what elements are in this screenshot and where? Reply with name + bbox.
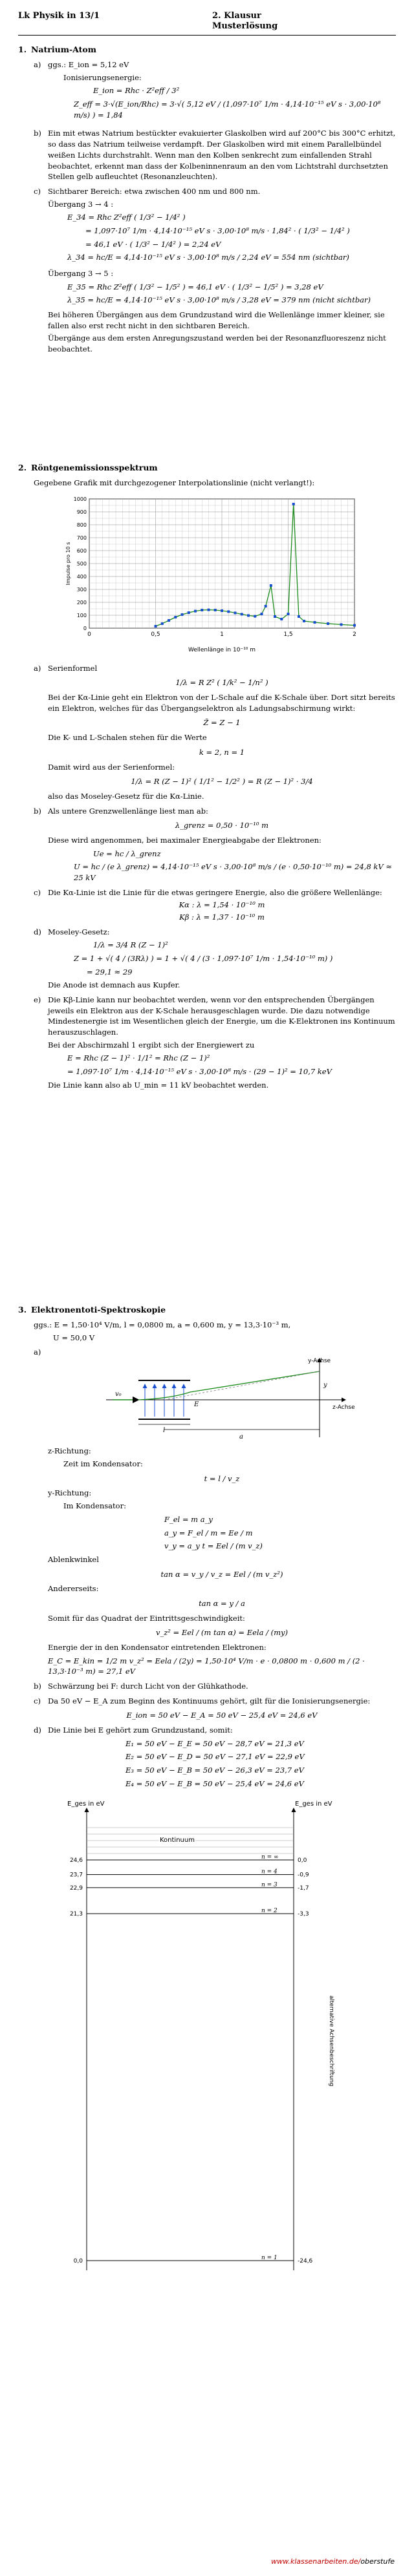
y-tick-label: 400 xyxy=(76,573,87,580)
y-tick-label: 0 xyxy=(83,625,87,631)
task-3c-eq: E_ion = 50 eV − E_A = 50 eV − 25,4 eV = 24,6 eV xyxy=(126,1711,318,1720)
task-1c-eq2: = 1,097·10⁷ 1/m · 4,14·10⁻¹⁵ eV s · 3,00·10⁸ m/s · 1,84² · ( 1/3² − 1/4² ) xyxy=(85,226,350,235)
data-point xyxy=(270,584,272,587)
task-2a xyxy=(34,663,396,802)
other-eq: tan α = y / a xyxy=(199,1598,245,1608)
other-title: Andererseits: xyxy=(48,1584,99,1594)
task-2d xyxy=(34,927,396,991)
task-2d-para1: Die Anode ist demnach aus Kupfer. xyxy=(48,980,180,990)
task-2b-eq3: U = hc / (e λ_grenz) = 4,14·10⁻¹⁵ eV s · 3,00·10⁸ m/s / (e · 0,50·10⁻¹⁰ m) = 24,8 kV ≈ 25 kV xyxy=(74,862,392,882)
task-3d-label: d) xyxy=(34,1725,41,1735)
data-point xyxy=(234,611,237,614)
data-point xyxy=(314,621,316,624)
label-a: a xyxy=(239,1433,243,1441)
data-point xyxy=(241,613,243,615)
y-tick-label: 300 xyxy=(76,586,87,593)
y-dir-eq3: v_y = a_y t = Eel / (m v_z) xyxy=(164,1541,263,1551)
task-2e xyxy=(34,995,396,1090)
level-quantum-number: n = 1 xyxy=(261,2255,278,2262)
energy-eq: E_C = E_kin = 1/2 m v_z² = Eela / (2y) = 1,50·10⁴ V/m · e · 0,0800 m · 0,600 m / (2 · 13,3·10⁻³ m) = 27,1 eV xyxy=(48,1656,365,1676)
z-dir-text: Zeit im Kondensator: xyxy=(63,1459,143,1469)
task-1a-eq1: E_ion = Rhc · Z²eff / 3² xyxy=(93,86,180,96)
y-dir-eq2: a_y = F_el / m = Ee / m xyxy=(164,1528,253,1537)
level-left-value: 0,0 xyxy=(73,2258,83,2265)
label-l: l xyxy=(163,1427,166,1435)
task-1c-transition-35: Übergang 3 → 5 : xyxy=(48,268,114,278)
section-1-title: Natrium-Atom xyxy=(31,45,96,54)
chart-x-label: Wellenlänge in 10⁻¹⁰ m xyxy=(188,646,256,653)
x-tick-label: 0 xyxy=(87,631,91,638)
section-3-heading xyxy=(18,1304,396,1316)
y-dir-title: y-Richtung: xyxy=(48,1488,92,1498)
square-title: Somit für das Quadrat der Eintrittsgeschwindigkeit: xyxy=(48,1613,245,1623)
x-tick-label: 0,5 xyxy=(151,631,160,638)
label-y: y xyxy=(323,1382,327,1389)
data-point xyxy=(227,610,230,613)
section-natrium xyxy=(18,44,396,357)
footer-domain[interactable]: www.klassenarbeiten.de/ xyxy=(271,2557,361,2566)
data-point xyxy=(340,623,343,626)
section-2-title: Röntgenemissionsspektrum xyxy=(31,463,158,472)
section-2-intro: Gegebene Grafik mit durchgezogener Interpolationslinie (nicht verlangt!): xyxy=(34,478,315,488)
deflection-diagram xyxy=(48,1347,396,1444)
task-2e-label: e) xyxy=(34,995,41,1004)
level-left-value: 23,7 xyxy=(69,1872,83,1879)
chart-grid xyxy=(89,499,354,628)
course-title: Lk Physik in 13/1 xyxy=(18,11,100,21)
section-1-number: 1. xyxy=(18,45,27,54)
task-2a-title: Serienformel xyxy=(48,663,98,673)
task-2d-label: d) xyxy=(34,927,41,936)
data-point xyxy=(161,622,164,625)
task-2e-para1: Bei der Abschirmzahl 1 ergibt sich der Energiewert zu xyxy=(48,1040,255,1050)
footer-url[interactable] xyxy=(271,2557,395,2567)
y-tick-label: 100 xyxy=(76,612,87,618)
task-2d-title: Moseley-Gesetz: xyxy=(48,927,110,936)
data-point xyxy=(201,609,203,611)
section-2-heading xyxy=(18,462,396,474)
task-2b-para1: Diese wird angenommen, bei maximaler Energieabgabe der Elektronen: xyxy=(48,835,321,845)
y-tick-label: 600 xyxy=(76,547,87,554)
level-right-value: -0,9 xyxy=(298,1872,309,1879)
task-1c-eq4: λ_34 = hc/E = 4,14·10⁻¹⁵ eV s · 3,00·10⁸ m/s / 2,24 eV = 554 nm (sichtbar) xyxy=(67,253,349,262)
label-v0: v₀ xyxy=(115,1391,122,1399)
task-3d-eq3: E₃ = 50 eV − E_B = 50 eV − 26,3 eV = 23,7 eV xyxy=(125,1765,304,1775)
section-roentgen xyxy=(18,462,396,1092)
task-1a xyxy=(34,59,396,120)
data-point xyxy=(287,613,290,615)
section-3-number: 3. xyxy=(18,1305,27,1314)
data-point xyxy=(214,609,217,611)
data-point xyxy=(174,616,177,618)
task-1b xyxy=(34,128,396,182)
task-2d-eq1: 1/λ = 3/4 R (Z − 1)² xyxy=(93,940,168,950)
task-2a-eq3: k = 2, n = 1 xyxy=(199,747,245,757)
task-2c xyxy=(34,887,396,923)
data-point xyxy=(261,613,263,615)
task-2b xyxy=(34,806,396,883)
section-3-given: ggs.: E = 1,50·10⁴ V/m, l = 0,0800 m, a = 0,600 m, y = 13,3·10⁻³ m, xyxy=(34,1320,291,1330)
task-2a-para4: also das Moseley-Gesetz für die Kα-Linie. xyxy=(48,791,204,801)
task-2c-title: Die Kα-Linie ist die Linie für die etwas geringere Energie, also die größere Wellenlänge: xyxy=(48,887,382,897)
electron-trajectory xyxy=(138,1371,320,1400)
data-point xyxy=(247,614,250,617)
y-tick-label: 800 xyxy=(76,522,87,528)
label-y-axis: y-Achse xyxy=(308,1358,331,1365)
task-2b-eq1: λ_grenz = 0,50 · 10⁻¹⁰ m xyxy=(175,821,269,830)
task-3c-label: c) xyxy=(34,1696,41,1705)
right-axis-label: E_ges in eV xyxy=(295,1800,332,1808)
energy-title: Energie der in den Kondensator eintretenden Elektronen: xyxy=(48,1642,267,1652)
label-E: E xyxy=(194,1401,199,1409)
task-2d-eq3: = 29,1 ≈ 29 xyxy=(87,967,133,977)
deflection-svg xyxy=(48,1347,410,1444)
data-point xyxy=(208,608,210,611)
task-3d-eq4: E₄ = 50 eV − E_B = 50 eV − 25,4 eV = 24,6 eV xyxy=(125,1779,304,1788)
y-tick-label: 500 xyxy=(76,560,87,567)
task-2e-eq1: E = Rhc (Z − 1)² · 1/1² = Rhc (Z − 1)² xyxy=(67,1053,210,1063)
label-z-axis: z-Achse xyxy=(332,1404,355,1411)
exam-title: 2. Klausur xyxy=(212,11,261,21)
task-1c-eq6: λ_35 = hc/E = 4,14·10⁻¹⁵ eV s · 3,00·10⁸ m/s / 3,28 eV = 379 nm (nicht sichtbar) xyxy=(67,295,371,305)
task-2b-title: Als untere Grenzwellenlänge liest man ab: xyxy=(48,806,208,816)
task-2a-label: a) xyxy=(34,663,41,673)
chart-area xyxy=(18,492,396,659)
task-3a xyxy=(34,1347,396,1676)
data-point xyxy=(274,615,276,618)
chart-y-label: Impulse pro 10 s xyxy=(65,542,71,586)
section-3-title: Elektronentoti-Spektroskopie xyxy=(31,1305,166,1314)
task-2c-label: c) xyxy=(34,887,41,897)
x-tick-label: 1,5 xyxy=(283,631,293,638)
x-tick-label: 1 xyxy=(220,631,224,638)
task-3c xyxy=(34,1696,396,1721)
y-tick-label: 1000 xyxy=(73,496,87,502)
tangent-line xyxy=(164,1371,320,1400)
data-point xyxy=(168,619,170,622)
square-eq: v_z² = Eel / (m tan α) = Eela / (my) xyxy=(155,1628,288,1638)
task-1a-given: ggs.: E_ion = 5,12 eV xyxy=(48,60,129,70)
data-point xyxy=(327,622,329,625)
task-3d-eq2: E₂ = 50 eV − E_D = 50 eV − 27,1 eV = 22,9 eV xyxy=(125,1752,305,1762)
y-tick-label: 200 xyxy=(76,599,87,606)
y-tick-label: 700 xyxy=(76,534,87,541)
alt-axis-label: alternative Achsenbeschriftung xyxy=(328,1995,334,2087)
task-1a-text: Ionisierungsenergie: xyxy=(63,72,142,82)
task-2b-label: b) xyxy=(34,806,41,816)
data-point xyxy=(155,625,157,628)
y-dir-text: Im Kondensator: xyxy=(63,1501,126,1511)
angle-eq: tan α = v_y / v_z = Eel / (m v_z²) xyxy=(160,1569,283,1579)
level-right-value: -24,6 xyxy=(298,2258,313,2265)
data-point xyxy=(353,624,356,626)
field-lines xyxy=(145,1384,184,1417)
level-quantum-number: n = 2 xyxy=(261,1908,278,1915)
task-1b-text: Ein mit etwas Natrium bestückter evakuierter Glaskolben wird auf 200°C bis 300°C erhitzt, so dass das Natrium teilweise verdampft. Der Glaskolben wird mit einem Parallelbündel weißen Lichts durchstrahlt. Wenn man den Kolben senkrecht zum einfallenden Strahl beobachtet, erkennt man dass der Kolbeninnenraum an den vom Lichtstrahl durchsetzten Stellen gelb aufleuchtet (Resonanzleuchten). xyxy=(48,129,396,182)
task-1c xyxy=(34,186,396,355)
y-tick-label: 900 xyxy=(76,509,87,515)
task-3c-text: Da 50 eV − E_A zum Beginn des Kontinuums gehört, gilt für die Ionisierungsenergie: xyxy=(48,1696,371,1705)
z-dir-title: z-Richtung: xyxy=(48,1446,91,1456)
data-point xyxy=(194,609,197,612)
y-dir-eq1: F_el = m a_y xyxy=(164,1514,213,1524)
task-3b-label: b) xyxy=(34,1681,41,1691)
level-right-value: -1,7 xyxy=(298,1885,309,1892)
continuum-label: Kontinuum xyxy=(160,1837,195,1844)
task-3a-label: a) xyxy=(34,1347,41,1357)
task-1c-eq1: E_34 = Rhc Z²eff ( 1/3² − 1/4² ) xyxy=(67,213,186,222)
level-right-value: -3,3 xyxy=(298,1911,309,1918)
task-2c-eq1: Kα : λ = 1,54 · 10⁻¹⁰ m xyxy=(179,900,265,910)
task-2a-para1: Bei der Kα-Linie geht ein Elektron von der L-Schale auf die K-Schale über. Dort sitzt bereits ein Elektron, welches für das Übergangselektron als Ladungsabschirmung wirkt: xyxy=(48,693,395,713)
task-2a-para2: Die K- und L-Schalen stehen für die Werte xyxy=(48,733,207,743)
task-2e-title: Die Kβ-Linie kann nur beobachtet werden, wenn vor den entsprechenden Übergängen jeweils ein Elektron aus der K-Schale herausgeschlagen wurde. Die dazu notwendige Mindestenergie ist im Wesentlichen gleich der Energie, um die K-Elektronen ins Kontinuum herauszuschlagen. xyxy=(48,995,395,1037)
section-2-number: 2. xyxy=(18,463,27,472)
section-1-heading xyxy=(18,44,396,56)
data-point xyxy=(292,503,295,505)
data-point xyxy=(303,620,305,622)
task-2a-para3: Damit wird aus der Serienformel: xyxy=(48,762,175,772)
task-3d-text: Die Linie bei E gehört zum Grundzustand, somit: xyxy=(48,1725,233,1735)
section-elektronen xyxy=(18,1304,396,2286)
task-2a-eq1: 1/λ = R Z² ( 1/k² − 1/n² ) xyxy=(175,678,268,688)
section-3-given2: U = 50,0 V xyxy=(53,1333,95,1342)
task-2a-eq4: 1/λ = R (Z − 1)² ( 1/1² − 1/2² ) = R (Z − 1)² · 3/4 xyxy=(131,777,313,787)
data-point xyxy=(181,613,184,616)
level-left-value: 22,9 xyxy=(69,1885,83,1892)
task-1a-eq2: Z_eff = 3·√(E_ion/Rhc) = 3·√( 5,12 eV / (1,097·10⁷ 1/m · 4,14·10⁻¹⁵ eV s · 3,00·10⁸ m/s) ) = 1,84 xyxy=(74,100,381,120)
task-2d-eq2: Z = 1 + √( 4 / (3Rλ) ) = 1 + √( 4 / (3 · 1,097·10⁷ 1/m · 1,54·10⁻¹⁰ m) ) xyxy=(74,953,333,963)
task-1c-transition-34: Übergang 3 → 4 : xyxy=(48,199,114,209)
task-3b-text: Schwärzung bei F: durch Licht von der Glühkathode. xyxy=(48,1681,248,1691)
level-left-value: 24,6 xyxy=(69,1857,83,1864)
task-2c-eq2: Kβ : λ = 1,37 · 10⁻¹⁰ m xyxy=(179,912,265,922)
level-left-value: 21,3 xyxy=(69,1911,83,1918)
data-point xyxy=(254,615,256,617)
z-dir-eq: t = l / v_z xyxy=(204,1473,240,1483)
task-1c-para2: Übergänge aus dem ersten Anregungszustand werden bei der Resonanzfluoreszenz nicht beobachtet. xyxy=(48,333,386,354)
task-2b-eq2: Ue = hc / λ_grenz xyxy=(93,849,161,858)
xray-spectrum-chart xyxy=(57,492,361,654)
data-point xyxy=(188,611,190,614)
task-1b-label: b) xyxy=(34,129,41,138)
task-2e-eq2: = 1,097·10⁷ 1/m · 4,14·10⁻¹⁵ eV s · 3,00·10⁸ m/s · (29 − 1)² = 10,7 keV xyxy=(67,1066,332,1076)
task-1c-eq3: = 46,1 eV · ( 1/3² − 1/4² ) = 2,24 eV xyxy=(85,239,221,249)
angle-title: Ablenkwinkel xyxy=(48,1554,99,1564)
level-quantum-number: n = ∞ xyxy=(261,1854,279,1861)
level-right-value: 0,0 xyxy=(298,1857,307,1864)
levels-group xyxy=(70,1854,313,2265)
task-1c-para1: Bei höheren Übergängen aus dem Grundzustand wird die Wellenlänge immer kleiner, sie fallen also erst recht nicht in den sichtbaren Bereich. xyxy=(48,310,385,330)
level-quantum-number: n = 4 xyxy=(261,1868,278,1875)
left-axis-label: E_ges in eV xyxy=(67,1800,105,1808)
footer-suffix[interactable]: oberstufe xyxy=(360,2557,395,2566)
data-point xyxy=(265,605,267,607)
energy-level-svg xyxy=(48,1795,397,2274)
task-3d xyxy=(34,1725,396,2286)
exam-subtitle: Musterlösung xyxy=(212,21,278,31)
page-header xyxy=(18,9,396,36)
data-point xyxy=(280,618,283,620)
task-1a-label: a) xyxy=(34,60,41,70)
level-quantum-number: n = 3 xyxy=(261,1882,278,1889)
energy-level-diagram xyxy=(48,1795,396,2286)
task-2e-para2: Die Linie kann also ab U_min = 11 kV beobachtet werden. xyxy=(48,1080,269,1090)
task-3d-eq1: E₁ = 50 eV − E_E = 50 eV − 28,7 eV = 21,3 eV xyxy=(125,1738,304,1748)
task-3b xyxy=(34,1681,396,1692)
task-2a-eq2: Z̃ = Z − 1 xyxy=(203,718,241,728)
data-point xyxy=(221,609,223,612)
task-1c-text: Sichtbarer Bereich: etwa zwischen 400 nm und 800 nm. xyxy=(48,186,261,196)
data-point xyxy=(298,615,300,618)
x-tick-label: 2 xyxy=(353,631,356,638)
task-1c-eq5: E_35 = Rhc Z²eff ( 1/3² − 1/5² ) = 46,1 eV · ( 1/3² − 1/5² ) = 3,28 eV xyxy=(67,282,323,291)
task-1c-label: c) xyxy=(34,186,41,196)
